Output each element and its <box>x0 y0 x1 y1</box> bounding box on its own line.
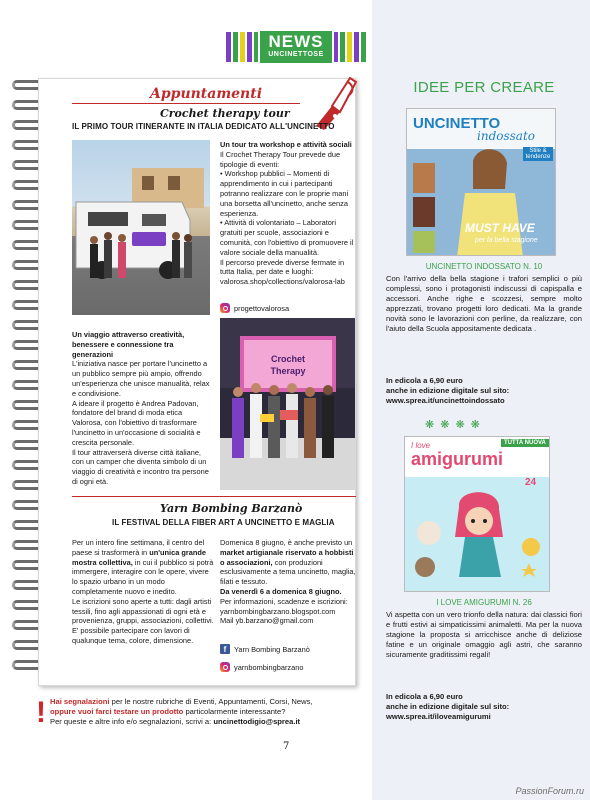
mag2-description: Vi aspetta con un vero trionfo della natura: dai classici fiori e frutti estivi ai simpaticissimi animaletti. Ma per la nuova stagione la proposta si arricchisce anche di deliziose fatine e un originale omaggio agli astri, che saranno sicuramente graditissimi regali! <box>386 610 582 659</box>
submission-notice <box>36 694 366 732</box>
news-badge <box>258 29 334 65</box>
cover-must-sub: per la bella stagione <box>475 237 538 244</box>
instagram-valorosa[interactable] <box>220 303 289 313</box>
stripe <box>240 32 245 62</box>
ideas-heading: IDEE PER CREARE <box>413 79 555 96</box>
mag1-digital: anche in edizione digitale sul sito: <box>386 386 510 395</box>
facebook-icon: f <box>220 644 230 654</box>
mag1-url[interactable]: www.sprea.it/uncinettoindossato <box>386 396 505 405</box>
uncinetto-indossato-cover <box>406 108 556 256</box>
journey-p3: Il tour attraverserà diverse città italiane, con un camper che diventa simbolo di un viaggio di creatività e incontro tra persone di ogni età. <box>72 447 209 486</box>
cover-ilove: I love <box>411 441 431 450</box>
workshop-p1: Il Crochet Therapy Tour prevede due tipologie di eventi: <box>220 149 341 169</box>
flower-icon: ❋ <box>470 419 480 431</box>
facebook-handle: Yarn Bombing Barzanò <box>234 644 310 654</box>
instagram-handle: progettovalorosa <box>234 303 290 313</box>
svg-text:Crochet: Crochet <box>270 354 306 364</box>
news-title: NEWS <box>268 32 324 51</box>
cover-must-have: MUST HAVE <box>465 221 535 235</box>
notice-email[interactable]: uncinettodigio@sprea.it <box>213 717 301 726</box>
cover-badge: TUTTA NUOVA <box>501 439 549 447</box>
cover-title: amigurumi <box>411 449 504 469</box>
news-subtitle: UNCINETTOSE <box>268 51 324 58</box>
mail-text: Mail yb.barzano@gmail.com <box>220 616 314 626</box>
yarn-bombing-subtitle: IL FESTIVAL DELLA FIBER ART A UNCINETTO E MAGLIA <box>112 518 335 527</box>
event-subtitle: IL PRIMO TOUR ITINERANTE IN ITALIA DEDICATO ALL'UNCINETTO <box>72 122 335 131</box>
yarn-bombing-right-text <box>220 538 358 626</box>
journey-p2: A ideare il progetto è Andrea Padovan, fondatore del brand di moda etica Valorosa, con l'obiettivo di trasformare l'uncinetto in un'occasione di socialità e crescita personale. <box>72 398 201 447</box>
mag2-digital: anche in edizione digitale sul sito: <box>386 702 510 711</box>
workshop-description <box>220 140 358 287</box>
exclamation-icon: ! <box>36 696 46 729</box>
mag1-description: Con l'arrivo della bella stagione i trafori semplici o più complessi, sono i protagonisti indiscussi di capispalla e accessori. Anche righe e scozzesi, sempre molto apprezzati, trovano progetti loro dedicati. Ma la grande novità sono le lavorazioni con perline, da realizzare, con l'aiuto della Scuola appositamente dedicata . <box>386 274 582 333</box>
yarn-bombing-p2: Le iscrizioni sono aperte a tutti: dagli artisti tessili, fino agli appassionati di ogni età e provenienza, gruppi, associazioni, collettivi. E' possibile partecipare con lavori di qualunque tema, colore, dimensione. <box>72 596 214 645</box>
news-header <box>226 32 366 62</box>
instagram-yarn-bombing[interactable] <box>220 662 303 672</box>
watermark: PassionForum.ru <box>515 786 584 796</box>
section-title-appuntamenti: Appuntamenti <box>150 86 263 102</box>
flower-icon: ❋ <box>455 419 465 431</box>
notice-text: Hai segnalazioni per le nostre rubriche di Eventi, Appuntamenti, Corsi, News, oppure vuoi farci testare un prodotto particolarmente interessante? Per queste e altre info e/o segnalazioni, scrivi a: uncinettodigio@sprea.it <box>50 697 313 726</box>
journey-heading: Un viaggio attraverso creatività, benessere e connessione tra generazioni <box>72 330 185 359</box>
mag1-caption: UNCINETTO INDOSSATO N. 10 <box>425 262 543 271</box>
journey-p1: L'iniziativa nasce per portare l'uncinetto a un pubblico sempre più ampio, offrendo un'esperienza che unisce manualità, relax e condivisione. <box>72 359 210 398</box>
instagram-icon <box>220 662 230 672</box>
workshop-p4: Il percorso prevede diverse fermate in tutta Italia, per date e luoghi: valorosa.shop/collections/valorosa-lab <box>220 257 345 287</box>
section-divider <box>72 496 356 497</box>
stripe <box>233 32 238 62</box>
info-text: Per informazioni, scadenze e iscrizioni: yarnbombingbarzano.blogspot.com <box>220 596 348 616</box>
journey-description <box>72 330 212 487</box>
stripe <box>354 32 359 62</box>
cover-count: 24 <box>525 477 537 488</box>
mag1-price: In edicola a 6,90 euro <box>386 376 463 385</box>
workshop-group-photo <box>220 318 355 490</box>
cover-subtitle: indossato <box>477 129 535 143</box>
flower-icon: ❋ <box>440 419 450 431</box>
stripe <box>347 32 352 62</box>
page-number: 7 <box>283 741 290 752</box>
decorative-flowers <box>425 418 480 431</box>
cover-badge: Stile & tendenze <box>523 147 553 161</box>
mag2-url[interactable]: www.sprea.it/iloveamigurumi <box>386 712 491 721</box>
workshop-p2: • Workshop pubblici – Momenti di apprendimento in cui i partecipanti potranno realizzare con le proprie mani una borsetta all'uncinetto, anche senza esperienza. <box>220 169 349 218</box>
stripe <box>340 32 345 62</box>
mag2-caption: I LOVE AMIGURUMI N. 26 <box>436 598 532 607</box>
stripe <box>247 32 252 62</box>
instagram-icon <box>220 303 230 313</box>
workshop-p3: • Attività di volontariato – Laboratori gratuiti per scuole, associazioni e comunità, con l'obiettivo di promuovere il valore sociale della manualità. <box>220 218 354 257</box>
facebook-yarn-bombing[interactable] <box>220 644 310 654</box>
market-info: Domenica 8 giugno, è anche previsto un market artigianale riservato a hobbisti o associazioni, con produzioni esclusivamente a tema uncinetto, maglia, filati e tessuto. <box>220 538 356 587</box>
camper-photo <box>72 140 210 315</box>
instagram-handle: yarnbombingbarzano <box>234 662 304 672</box>
i-love-amigurumi-cover <box>404 436 550 592</box>
cover-title: UNCINETTO <box>413 115 501 132</box>
yarn-bombing-left-text <box>72 538 216 646</box>
flower-icon: ❋ <box>425 419 435 431</box>
yarn-bombing-p1: Per un intero fine settimana, il centro del paese si trasformerà in un'unica grande mostra collettiva, in cui il pubblico si potrà immergere, interagire con le opere, vivere lo spazio urbano in un modo completamente nuovo e inedito. <box>72 538 214 596</box>
stripe <box>361 32 366 62</box>
event-dates: Da venerdì 6 a domenica 8 giugno. <box>220 586 342 596</box>
event-title: Crochet therapy tour <box>160 107 290 120</box>
section-title-underline <box>72 103 300 104</box>
svg-text:Therapy: Therapy <box>270 366 306 376</box>
mag2-price: In edicola a 6,90 euro <box>386 692 463 701</box>
workshop-heading: Un tour tra workshop e attività sociali <box>220 140 352 149</box>
yarn-bombing-title: Yarn Bombing Barzanò <box>160 502 303 515</box>
stripe <box>226 32 231 62</box>
